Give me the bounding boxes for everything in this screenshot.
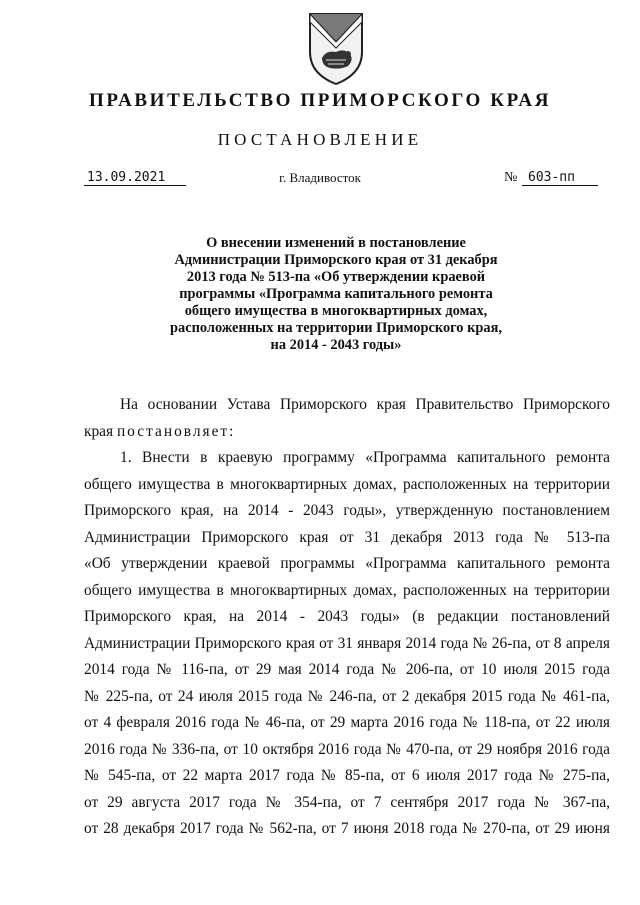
body-line: «Об утверждении краевой программы «Программа капитального ремонта [84,555,610,572]
coat-of-arms-emblem [304,8,368,88]
body-line: Приморского края, на 2014 - 2043 годы» (в редакции постановлений [84,608,610,625]
body-line: от 28 декабря 2017 года № 562-па, от 7 июня 2018 года № 270-па, от 29 июня [84,820,610,837]
preamble-line: На основании Устава Приморского края Правительство Приморского [120,396,610,413]
number-label: № [504,170,518,185]
body-line: от 29 августа 2017 года № 354-па, от 7 сентября 2017 года № 367-па, [84,793,610,811]
body-line: 2014 года № 116-па, от 29 мая 2014 года № 206-па, от 10 июля 2015 года [84,661,610,678]
body-line: Администрации Приморского края от 31 декабря 2013 года № 513-па [84,528,610,546]
document-body [84,392,610,843]
subject-line: программы «Программа капитального ремонта [179,286,493,302]
document-city: г. Владивосток [279,170,361,185]
subject-line: общего имущества в многоквартирных домах, [184,303,488,319]
document-type: ПОСТАНОВЛЕНИЕ [217,130,423,149]
body-line: общего имущества в многоквартирных домах, расположенных на территории [84,581,610,599]
body-line: от 4 февраля 2016 года № 46-па, от 29 марта 2016 года № 118-па, от 22 июля [84,714,610,731]
preamble-line: края постановляет: [84,422,236,440]
body-line: общего имущества в многоквартирных домах, расположенных на территории [84,475,610,493]
resolves-word: постановляет: [116,422,236,440]
subject-line: О внесении изменений в постановление [206,235,466,251]
body-line: Приморского края, на 2014 - 2043 годы», утвержденную постановлением [84,502,610,519]
body-line: 2016 года № 336-па, от 10 октября 2016 года № 470-па, от 29 ноября 2016 года [84,740,610,758]
body-line: 1. Внести в краевую программу «Программа капитального ремонта [120,449,610,466]
body-line: Администрации Приморского края от 31 января 2014 года № 26-па, от 8 апреля [84,634,610,652]
body-line: № 225-па, от 24 июля 2015 года № 246-па, от 2 декабря 2015 года № 461-па, [84,687,610,705]
document-subject [150,235,522,354]
document-number: 603-пп [522,170,598,186]
government-title: ПРАВИТЕЛЬСТВО ПРИМОРСКОГО КРАЯ [88,90,552,111]
subject-line: Администрации Приморского края от 31 декабря [174,252,498,268]
subject-line: расположенных на территории Приморского края, [170,320,502,336]
document-date: 13.09.2021 [84,170,186,186]
body-line: № 545-па, от 22 марта 2017 года № 85-па, от 6 июля 2017 года № 275-па, [84,767,610,784]
subject-line: на 2014 - 2043 годы» [270,337,402,353]
subject-line: 2013 года № 513-па «Об утверждении краевой [186,269,486,285]
